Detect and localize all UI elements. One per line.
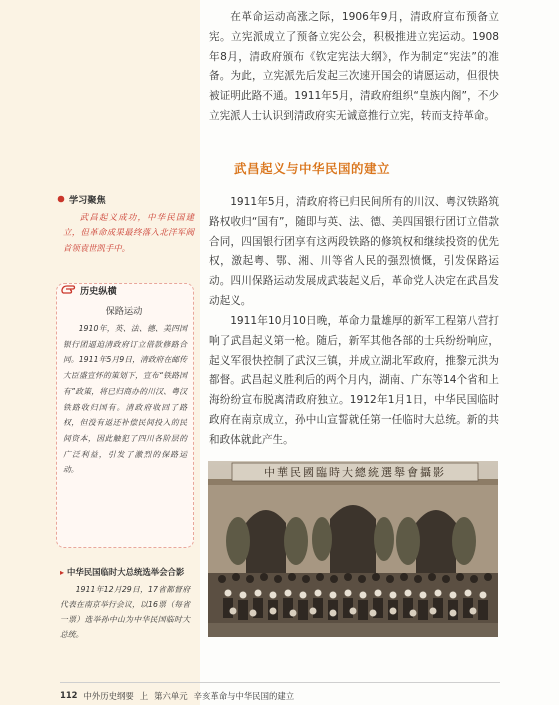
history-link-title: 历史纵横 [80, 286, 117, 297]
body-paragraph-1: 在革命运动高涨之际，1906年9月，清政府宣布预备立宪。立宪派成立了预备立宪公会，积极推进立宪运动。1908年8月，清政府颁布《钦定宪法大纲》，作为制定“宪法”的准备。为此，立宪派先后发起三次速开国会的请愿运动，但很快被证明此路不通。1911年5月，清政府组织“皇族内阁”，不少立宪派人士认识到清政府实无诚意推行立宪，转而支持革命。 [209, 11, 499, 122]
footer-divider [60, 682, 500, 683]
scroll-icon [60, 284, 76, 296]
learning-focus-title: 学习聚焦 [69, 195, 106, 206]
volume-label: 上 [139, 691, 149, 701]
unit-title: 辛亥革命与中华民国的建立 [193, 691, 295, 701]
history-link-subtitle: 保路运动 [105, 306, 143, 317]
learning-focus-text: 武昌起义成功，中华民国建立，但革命成果最终落入北洋军阀首领袁世凯手中。 [63, 212, 194, 253]
caption-arrow-icon: ▸ [60, 568, 65, 577]
historical-group-photo [208, 461, 498, 637]
body-paragraph-3: 1911年10月10日晚，革命力量雄厚的新军工程第八营打响了武昌起义第一枪。随后，新军其他各部的士兵纷纷响应，起义军很快控制了武汉三镇，并成立湖北军政府，推黎元洪为都督。武昌起义胜利后的两个月内，湖南、广东等14个省和上海纷纷宣布脱离清政府独立。1912年1月1日，中华民国临时政府在南京成立，孙中山宣誓就任第一任临时大总统。新的共和政体就此产生。 [209, 315, 499, 446]
photo-caption-title-text: 中华民国临时大总统选举会合影 [67, 567, 185, 577]
history-link-text: 1910年，英、法、德、美四国银行团逼迫清政府订立借款修路合同。1911年5月9日，清政府在邮传大臣盛宣怀的策划下，宣布“铁路国有”政策，将已归商办的川汉、粤汉铁路收归国有。清政府收回了路权，但没有返还补偿民间投入的民间资本，因此触犯了四川各阶层的广泛利益，引发了激烈的保路运动。 [63, 324, 187, 475]
learning-focus-box [57, 192, 194, 256]
page-footer [60, 690, 294, 702]
unit-label: 第六单元 [154, 691, 188, 701]
history-link-header [60, 283, 117, 297]
page-number: 112 [60, 690, 78, 700]
section-heading: 武昌起义与中华民国的建立 [234, 161, 391, 176]
photo-banner-text: 中華民國臨時大總統選舉會攝影 [264, 466, 446, 479]
photo-caption-text: 1911年12月29日，17省都督府代表在南京举行会议，以16票（每省一票）选举孙中山为中华民国临时大总统。 [60, 585, 190, 639]
learning-focus-header [57, 192, 194, 206]
bullet-dot-icon [57, 195, 65, 203]
book-title: 中外历史纲要 [83, 691, 134, 701]
photo-caption-title [60, 566, 184, 578]
body-paragraph-2: 1911年5月，清政府将已归民间所有的川汉、粤汉铁路筑路权收归“国有”，随即与英、法、德、美四国银行团订立借款合同，四国银行团享有这两段铁路的修筑权和继续投资的优先权，激起粤、鄂、湘、川等省人民的强烈愤慨，引发保路运动。四川保路运动发展成武装起义后，革命党人决定在武昌发动起义。 [209, 196, 499, 307]
